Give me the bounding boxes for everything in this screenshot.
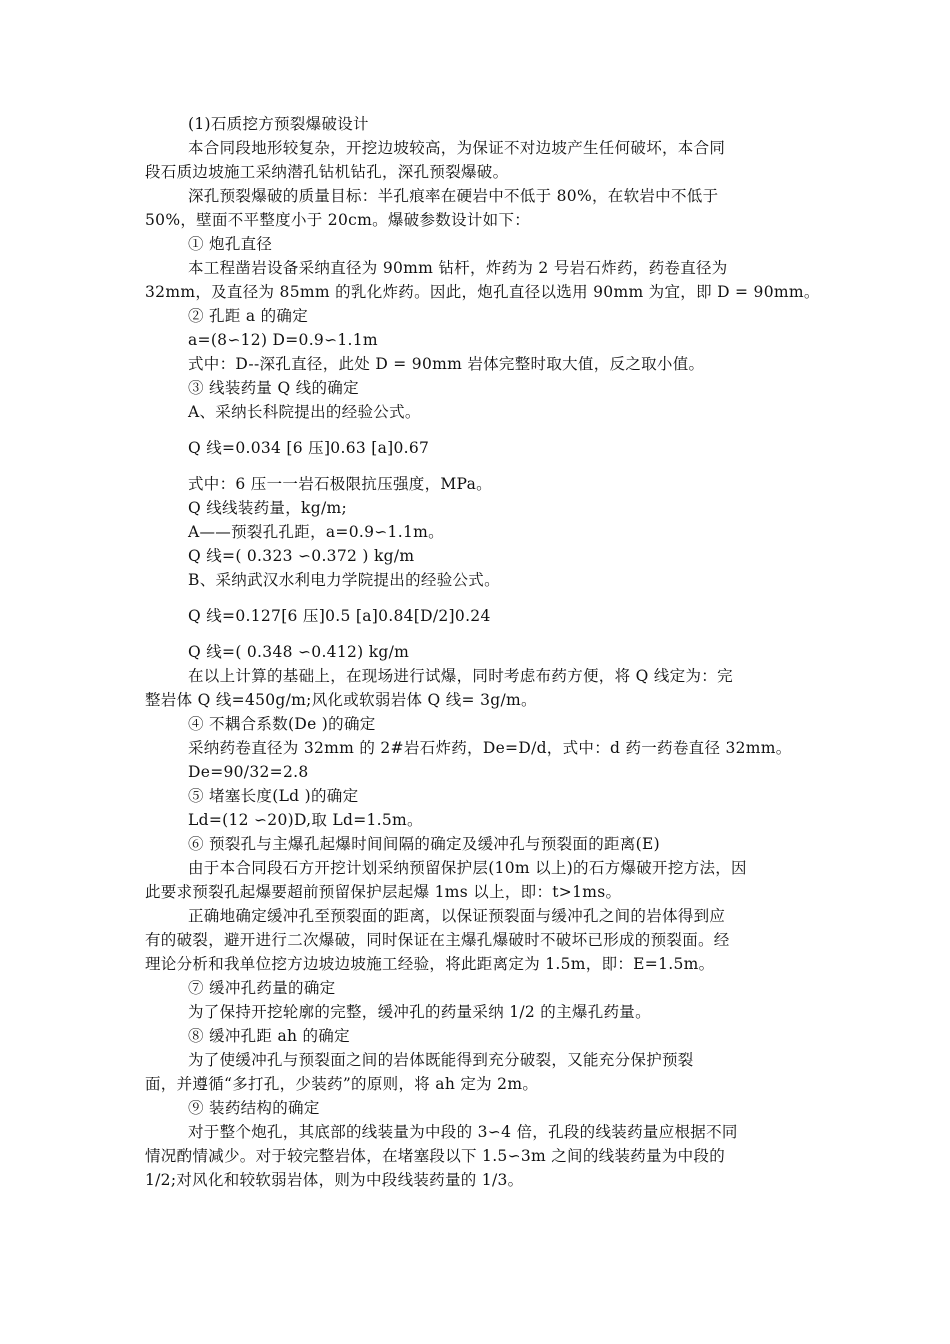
text-line: Q 线=0.127[6 压]0.5 [a]0.84[D/2]0.24 — [188, 607, 491, 625]
text-line: A——预裂孔孔距，a=0.9∽1.1m。 — [188, 523, 444, 541]
text-line: ④ 不耦合系数(De )的确定 — [188, 715, 376, 733]
text-line: 整岩体 Q 线=450g/m;风化或软弱岩体 Q 线= 3g/m。 — [145, 691, 537, 709]
text-line: 1/2;对风化和较软弱岩体，则为中段线装药量的 1/3。 — [145, 1171, 524, 1189]
text-line: 理论分析和我单位挖方边坡边坡施工经验，将此距离定为 1.5m，即：E=1.5m。 — [145, 955, 715, 973]
text-line: ⑦ 缓冲孔药量的确定 — [188, 979, 336, 997]
text-line: 本工程凿岩设备采纳直径为 90mm 钻杆，炸药为 2 号岩石炸药，药卷直径为 — [188, 259, 728, 277]
text-line: 50%，壁面不平整度小于 20cm。爆破参数设计如下： — [145, 211, 531, 229]
text-line: 为了使缓冲孔与预裂面之间的岩体既能得到充分破裂，又能充分保护预裂 — [188, 1051, 694, 1069]
text-line: B、采纳武汉水利电力学院提出的经验公式。 — [188, 571, 500, 589]
text-line: Q 线=( 0.323 ∽0.372 ) kg/m — [188, 547, 415, 565]
text-line: 有的破裂，避开进行二次爆破，同时保证在主爆孔爆破时不破坏已形成的预裂面。经 — [145, 931, 730, 949]
text-line: ⑤ 堵塞长度(Ld )的确定 — [188, 787, 359, 805]
paragraph-gap — [145, 460, 825, 472]
text-line: (1)石质挖方预裂爆破设计 — [188, 115, 369, 133]
text-line: 式中：D--深孔直径，此处 D = 90mm 岩体完整时取大值，反之取小值。 — [188, 355, 705, 373]
text-line: ⑨ 装药结构的确定 — [188, 1099, 320, 1117]
paragraph-gap — [145, 424, 825, 436]
text-line: 正确地确定缓冲孔至预裂面的距离，以保证预裂面与缓冲孔之间的岩体得到应 — [188, 907, 726, 925]
document-body — [145, 112, 825, 1192]
text-line: Q 线=( 0.348 ∽0.412) kg/m — [188, 643, 410, 661]
text-line: Ld=(12 ∽20)D,取 Ld=1.5m。 — [188, 811, 423, 829]
text-line: De=90/32=2.8 — [188, 763, 309, 781]
text-line: 式中：6 压一一岩石极限抗压强度，MPa。 — [188, 475, 492, 493]
text-line: 情况酌情减少。对于较完整岩体，在堵塞段以下 1.5∽3m 之间的线装药量为中段的 — [145, 1147, 726, 1165]
text-line: 深孔预裂爆破的质量目标：半孔痕率在硬岩中不低于 80%，在软岩中不低于 — [188, 187, 719, 205]
text-line: 在以上计算的基础上，在现场进行试爆，同时考虑布药方便，将 Q 线定为：完 — [188, 667, 733, 685]
text-line: 面，并遵循“多打孔，少装药”的原则，将 ah 定为 2m。 — [145, 1075, 539, 1093]
text-line: a=(8∽12) D=0.9∽1.1m — [188, 331, 378, 349]
paragraph-gap — [145, 592, 825, 604]
text-line: 32mm，及直径为 85mm 的乳化炸药。因此，炮孔直径以选用 90mm 为宜，即 D = 90mm。 — [145, 283, 820, 301]
text-line: Q 线=0.034 [6 压]0.63 [a]0.67 — [188, 439, 430, 457]
text-line: ⑥ 预裂孔与主爆孔起爆时间间隔的确定及缓冲孔与预裂面的距离(E) — [188, 835, 660, 853]
text-line: 采纳药卷直径为 32mm 的 2#岩石炸药，De=D/d，式中：d 药一药卷直径 32mm。 — [188, 739, 792, 757]
text-line: 为了保持开挖轮廓的完整，缓冲孔的药量采纳 1/2 的主爆孔药量。 — [188, 1003, 651, 1021]
text-line: 对于整个炮孔，其底部的线装量为中段的 3∽4 倍，孔段的线装药量应根据不同 — [188, 1123, 738, 1141]
text-line: ① 炮孔直径 — [188, 235, 273, 253]
paragraph-gap — [145, 628, 825, 640]
text-line: A、采纳长科院提出的经验公式。 — [188, 403, 421, 421]
text-line: 由于本合同段石方开挖计划采纳预留保护层(10m 以上)的石方爆破开挖方法，因 — [188, 859, 747, 877]
text-line: 本合同段地形较复杂，开挖边坡较高，为保证不对边坡产生任何破坏，本合同 — [188, 139, 726, 157]
text-line: ③ 线装药量 Q 线的确定 — [188, 379, 359, 397]
text-line: Q 线线装药量，kg/m; — [188, 499, 347, 517]
text-line: 段石质边坡施工采纳潜孔钻机钻孔，深孔预裂爆破。 — [145, 163, 509, 181]
text-line: ② 孔距 a 的确定 — [188, 307, 309, 325]
text-line: 此要求预裂孔起爆要超前预留保护层起爆 1ms 以上，即：t>1ms。 — [145, 883, 622, 901]
text-line: ⑧ 缓冲孔距 ah 的确定 — [188, 1027, 350, 1045]
